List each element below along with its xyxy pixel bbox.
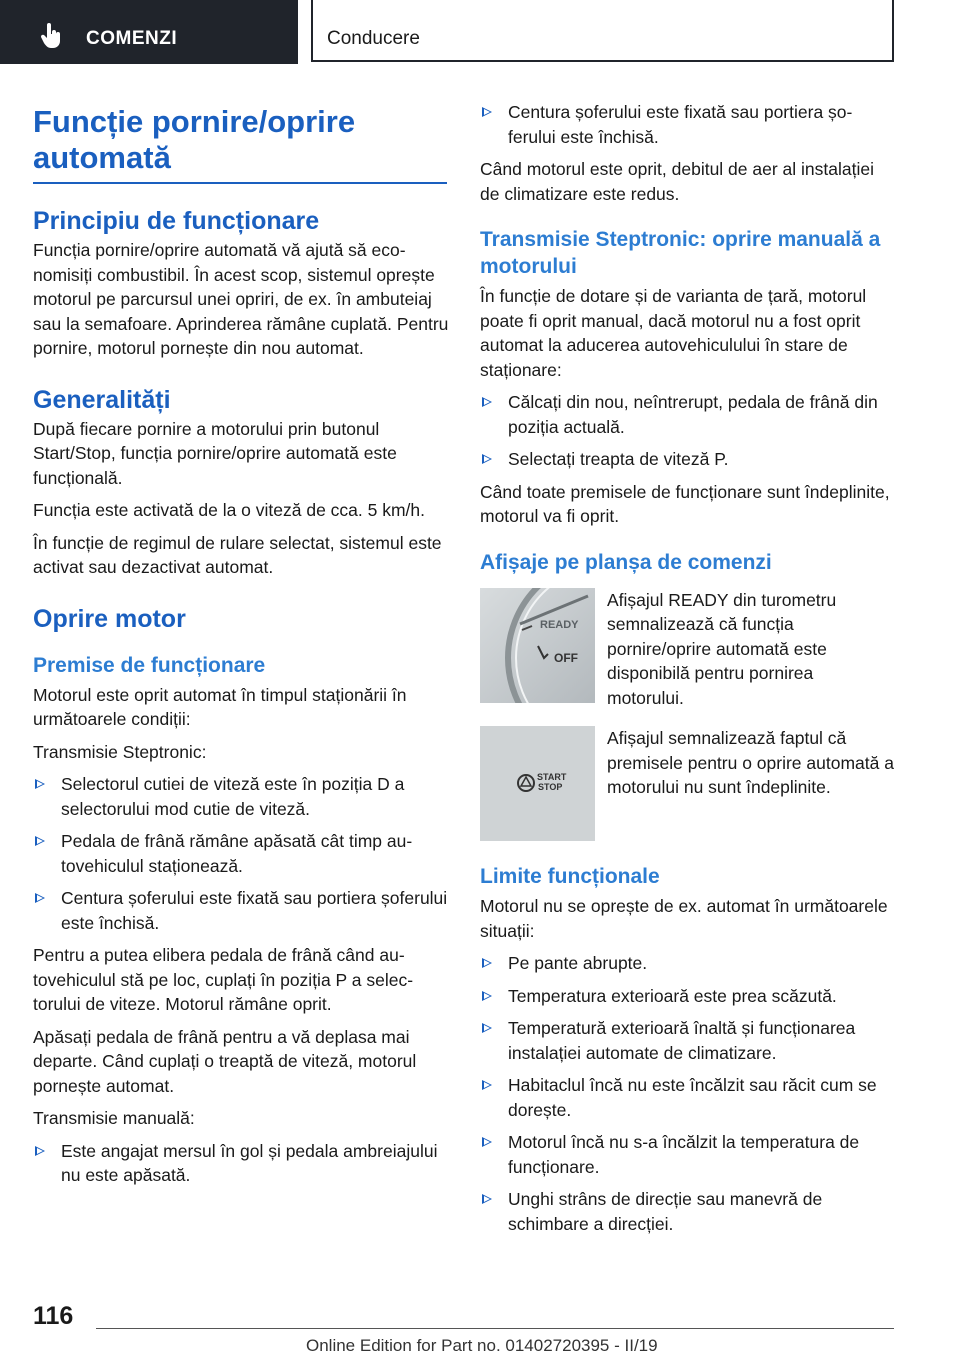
triangle-bullet-icon (35, 893, 45, 903)
header-section (311, 0, 894, 62)
footer-edition: Online Edition for Part no. 01402720395 - II/19 (306, 1336, 658, 1355)
triangle-bullet-icon (35, 1146, 45, 1156)
list-item: Selectorul cutiei de viteză este în poziția D a selectorului mod cutie de viteză. (33, 772, 451, 821)
svg-text:START: START (537, 772, 567, 782)
section-title-generalitati: Generalități (33, 385, 171, 414)
paragraph: În funcție de dotare și de varianta de țară, motorul poate fi oprit manual, dacă motorul nu a fost oprit automat la aducerea autovehiculului în stare de staționare: (480, 286, 867, 380)
paragraph: Când toate premisele de funcționare sunt îndeplinite, motorul va fi oprit. (480, 481, 890, 526)
section-title-oprire-motor: Oprire motor (33, 604, 186, 633)
paragraph: După fiecare pornire a motorului prin butonul Start/Stop, funcția pornire/oprire automată este funcțională. (33, 418, 397, 488)
header-tab-comenzi[interactable] (0, 0, 298, 64)
list-item: Pedala de frână rămâne apăsată cât timp autovehiculul staționează. (33, 829, 451, 878)
paragraph: Transmisie manuală: (33, 1108, 195, 1128)
figure-caption: Afișajul semnalizează faptul că premisele pentru o oprire automată a motorului nu sunt îndeplinite. (607, 728, 894, 797)
list-item: Temperatura exterioară este prea scăzută. (480, 984, 894, 1009)
left-column (33, 104, 451, 1196)
list-item: Temperatură exterioară înaltă și funcționarea instalației automate de climatizare. (480, 1016, 894, 1065)
list-item: Pe pante abrupte. (480, 951, 894, 976)
header-tab-label: COMENZI (86, 28, 178, 49)
figure-ready (480, 588, 894, 711)
list-item: Motorul încă nu s-a încălzit la temperatura de funcționare. (480, 1130, 894, 1179)
triangle-bullet-icon (482, 1137, 492, 1147)
svg-text:OFF: OFF (554, 650, 578, 665)
subsection-title-steptronic: Transmisie Steptronic: oprire manuală a motorului (480, 228, 881, 278)
tachometer-ready-image (480, 588, 595, 703)
list-item: Centura șoferului este fixată sau portiera șoferului este închisă. (480, 100, 894, 149)
bullet-list (480, 390, 894, 472)
subsection-title-premise: Premise de funcționare (33, 653, 266, 677)
triangle-bullet-icon (482, 1080, 492, 1090)
subsection-title-limite: Limite funcționale (480, 865, 660, 888)
triangle-bullet-icon (482, 1023, 492, 1033)
triangle-bullet-icon (482, 397, 492, 407)
list-item: Este angajat mersul în gol și pedala ambreiajului nu este apăsată. (33, 1139, 451, 1188)
paragraph: Când motorul este oprit, debitul de aer al instalației de climatizare este redus. (480, 159, 874, 204)
hand-pointer-icon (40, 23, 62, 49)
start-stop-warning-image (480, 726, 595, 841)
triangle-bullet-icon (482, 454, 492, 464)
header-section-label: Conducere (327, 28, 420, 49)
triangle-bullet-icon (482, 958, 492, 968)
footer-divider (96, 1328, 894, 1329)
paragraph: Transmisie Steptronic: (33, 741, 207, 762)
triangle-bullet-icon (35, 836, 45, 846)
bullet-list (480, 100, 894, 149)
paragraph: Funcția pornire/oprire automată vă ajută să economisiți combustibil. În acest scop, sistemul oprește motorul pe parcursul unei opriri, de ex. în ambuteiaj sau la semafoare. Aprinderea rămâne cuplată. Pentru pornire, motorul pornește din nou automat. (33, 240, 449, 358)
paragraph: Motorul este oprit automat în timpul staționării în următoarele condiții: (33, 684, 407, 729)
list-item: Călcați din nou, neîntrerupt, pedala de frână din poziția actuală. (480, 390, 894, 439)
section-title-principiu: Principiu de funcționare (33, 207, 320, 235)
bullet-list (33, 772, 451, 935)
bullet-list (480, 951, 894, 1236)
triangle-bullet-icon (35, 779, 45, 789)
list-item: Habitaclul încă nu este încălzit sau răcit cum se dorește. (480, 1073, 894, 1122)
subsection-title-afisaje: Afișaje pe planșa de comenzi (480, 550, 772, 574)
right-column (480, 100, 894, 1244)
paragraph: Motorul nu se oprește de ex. automat în următoarele situații: (480, 896, 888, 941)
list-item: Unghi strâns de direcție sau manevră de schimbare a direcției. (480, 1187, 894, 1236)
bullet-list (33, 1139, 451, 1188)
paragraph: În funcție de regimul de rulare selectat, sistemul este activat sau dezactivat automat. (33, 532, 442, 577)
page-title: Funcție pornire/oprire automată (33, 104, 447, 184)
figure-caption: Afișajul READY din turometru semnalizează că funcția pornire/oprire automată este disponibilă pentru pornirea motorului. (607, 589, 837, 708)
triangle-bullet-icon (482, 1194, 492, 1204)
svg-text:STOP: STOP (538, 782, 563, 792)
list-item: Centura șoferului este fixată sau portiera șoferului este închisă. (33, 886, 451, 935)
paragraph: Funcția este activată de la o viteză de cca. 5 km/h. (33, 500, 426, 520)
page-number: 116 (33, 1302, 74, 1330)
triangle-bullet-icon (482, 991, 492, 1001)
figure-start-stop (480, 726, 894, 841)
paragraph: Apăsați pedala de frână pentru a vă deplasa mai departe. Când cuplați o treaptă de viteză, motorul pornește automat. (33, 1026, 417, 1096)
svg-text:READY: READY (540, 618, 579, 631)
paragraph: Pentru a putea elibera pedala de frână când autovehiculul stă pe loc, cuplați în poziția P a selectorului de viteze. Motorul rămâne oprit. (33, 945, 414, 1014)
triangle-bullet-icon (482, 107, 492, 117)
list-item: Selectați treapta de viteză P. (480, 447, 894, 472)
